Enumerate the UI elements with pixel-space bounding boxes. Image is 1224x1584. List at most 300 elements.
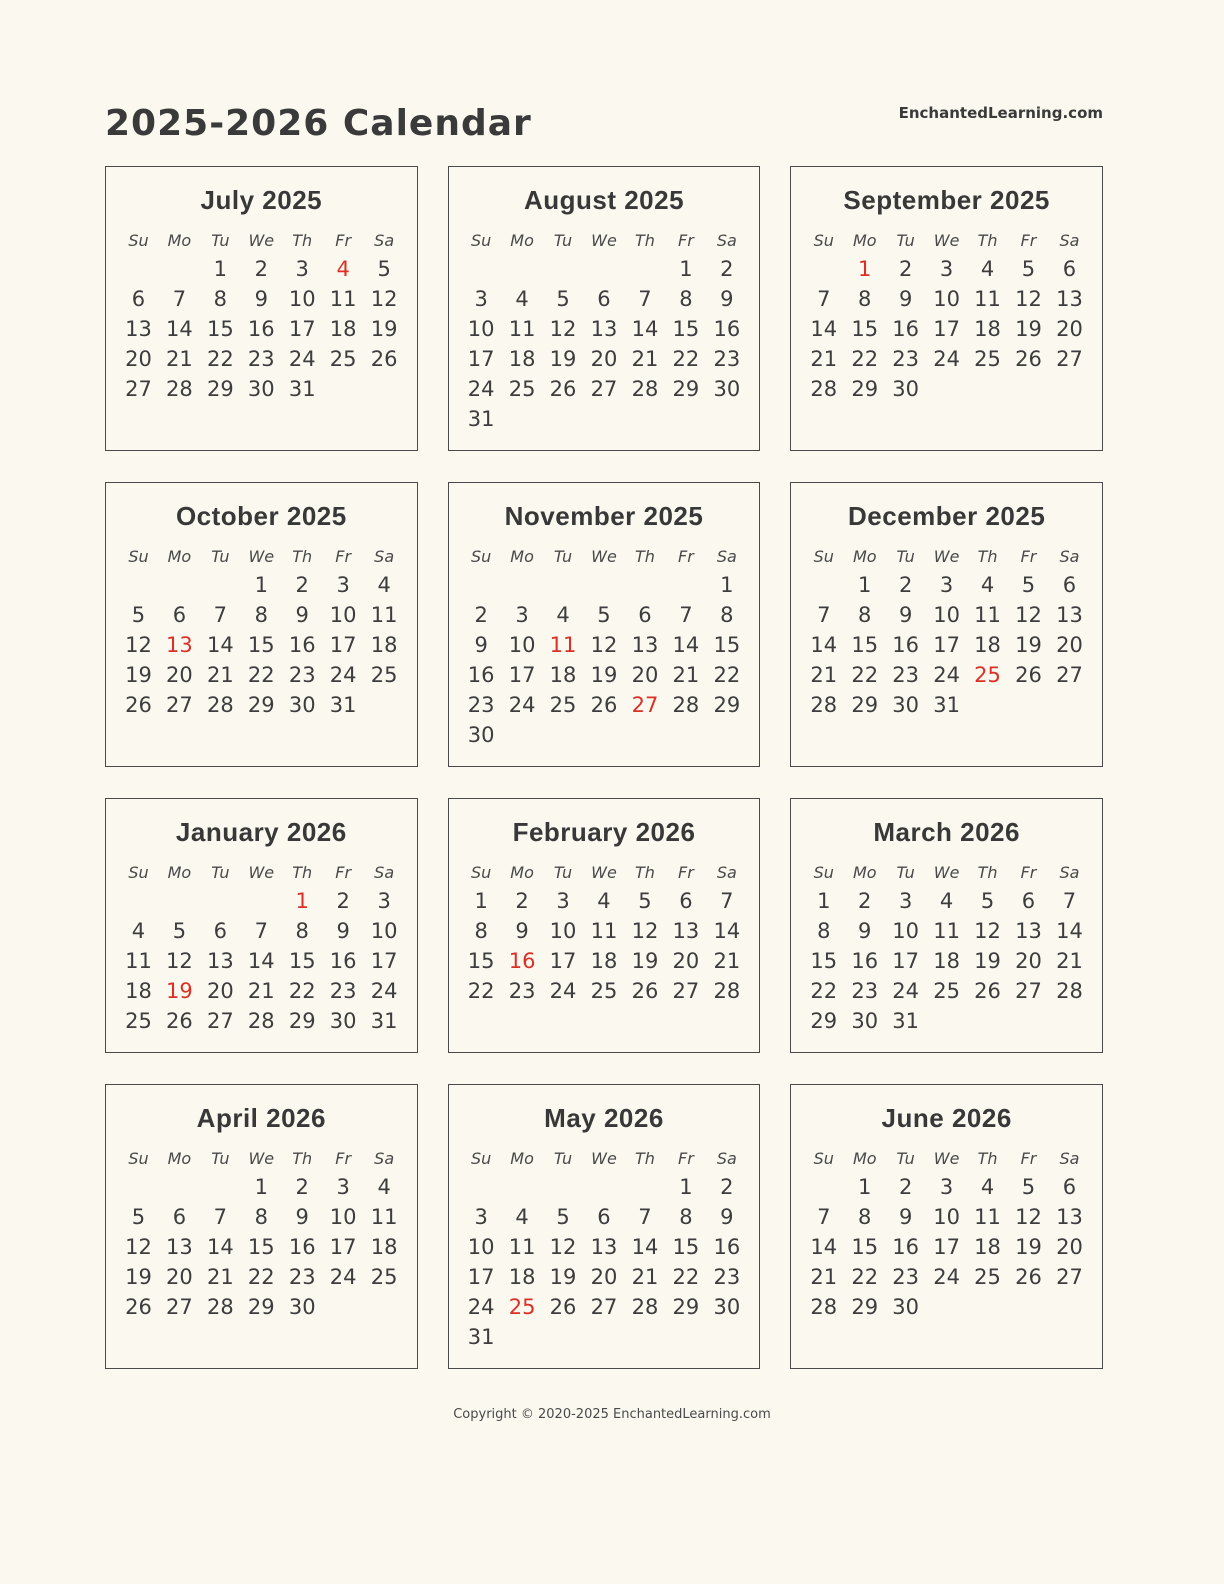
date-cell: 31 [933, 692, 960, 717]
weekday-header-row [803, 1146, 1090, 1172]
date-cell: 14 [166, 316, 193, 341]
date-cell: 4 [377, 572, 391, 597]
date-cell: 6 [172, 602, 187, 627]
month-january-2026 [105, 798, 418, 1053]
weekday-header: Fr [1020, 863, 1037, 883]
weekday-header: We [248, 547, 275, 567]
date-cell: 11 [508, 1234, 536, 1259]
empty-cell [502, 570, 543, 600]
weekday-header: Sa [1059, 1149, 1080, 1169]
weekday-header: We [248, 1149, 275, 1169]
date-cell: 18 [370, 1234, 398, 1259]
date-cell: 16 [247, 316, 275, 341]
date-cell: 16 [467, 662, 495, 687]
date-cell: 10 [329, 602, 357, 627]
month-title: March 2026 [873, 816, 1020, 847]
date-cell: 15 [288, 948, 316, 973]
date-cell: 12 [1015, 286, 1042, 311]
week-row [803, 314, 1090, 344]
week-row [803, 600, 1090, 630]
date-cell: 8 [720, 602, 734, 627]
date-cell: 15 [672, 1234, 700, 1259]
date-cell: 4 [980, 572, 995, 597]
date-cell: 3 [377, 888, 391, 913]
date-cell: 9 [336, 918, 350, 943]
weekday-header: Mo [852, 231, 877, 251]
date-cell: 12 [1015, 1204, 1042, 1229]
date-cell: 16 [892, 1234, 920, 1259]
date-cell: 6 [638, 602, 652, 627]
date-cell: 10 [892, 918, 920, 943]
empty-cell [624, 254, 665, 284]
date-cell: 24 [329, 662, 357, 687]
week-row [461, 916, 748, 946]
date-cell: 20 [672, 948, 700, 973]
date-cell: 9 [295, 1204, 309, 1229]
date-cell: 4 [597, 888, 611, 913]
weekday-header: Fr [678, 863, 694, 883]
week-row [118, 374, 405, 404]
month-grid [118, 228, 405, 404]
weekday-header: Th [977, 547, 998, 567]
date-cell: 31 [892, 1008, 920, 1033]
date-cell: 18 [370, 632, 398, 657]
date-cell: 29 [288, 1008, 316, 1033]
date-cell: 11 [549, 632, 577, 657]
empty-cell [118, 570, 159, 600]
month-december-2025 [790, 482, 1103, 767]
weekday-header: We [933, 547, 960, 567]
date-cell: 3 [336, 572, 350, 597]
weekday-header-row [803, 228, 1090, 254]
weekday-header: We [248, 863, 275, 883]
weekday-header: Mo [852, 547, 877, 567]
empty-cell [1049, 1006, 1090, 1036]
week-row [461, 1202, 748, 1232]
date-cell: 9 [295, 602, 309, 627]
date-cell: 25 [974, 346, 1001, 371]
date-cell: 22 [467, 978, 495, 1003]
date-cell: 28 [810, 1294, 838, 1319]
weekday-header: Th [977, 231, 998, 251]
date-cell: 24 [288, 346, 316, 371]
weekday-header: Sa [1059, 231, 1080, 251]
date-cell: 25 [590, 978, 618, 1003]
week-row [803, 344, 1090, 374]
date-cell: 8 [254, 602, 268, 627]
date-cell: 23 [892, 346, 920, 371]
date-cell: 25 [508, 376, 536, 401]
date-cell: 22 [206, 346, 234, 371]
date-cell: 8 [817, 918, 831, 943]
date-cell: 13 [590, 316, 618, 341]
date-cell: 2 [515, 888, 529, 913]
date-cell: 27 [1056, 1264, 1083, 1289]
date-cell: 26 [1015, 662, 1042, 687]
date-cell: 19 [125, 662, 152, 687]
date-cell: 19 [590, 662, 618, 687]
date-cell: 26 [631, 978, 659, 1003]
date-cell: 9 [858, 918, 872, 943]
date-cell: 26 [590, 692, 618, 717]
empty-cell [159, 254, 200, 284]
date-cell: 20 [590, 1264, 618, 1289]
date-cell: 19 [1015, 632, 1042, 657]
date-cell: 12 [590, 632, 618, 657]
date-cell: 12 [974, 918, 1001, 943]
copyright-footer: Copyright © 2020-2025 EnchantedLearning.com [453, 1406, 771, 1422]
week-row [461, 344, 748, 374]
date-cell: 23 [329, 978, 357, 1003]
date-cell: 28 [206, 1294, 234, 1319]
empty-cell [926, 1006, 967, 1036]
date-cell: 28 [810, 692, 838, 717]
weekday-header: Mo [510, 231, 534, 251]
date-cell: 3 [898, 888, 913, 913]
date-cell: 17 [933, 632, 960, 657]
empty-cell [706, 1322, 747, 1352]
date-cell: 23 [288, 1264, 316, 1289]
week-row [118, 916, 405, 946]
empty-cell [584, 1322, 625, 1352]
date-cell: 14 [672, 632, 700, 657]
date-cell: 5 [131, 602, 146, 627]
date-cell: 29 [247, 692, 275, 717]
date-cell: 19 [166, 978, 193, 1003]
date-cell: 12 [125, 1234, 152, 1259]
weekday-header-row [803, 544, 1090, 570]
weekday-header: Tu [553, 547, 573, 567]
date-cell: 5 [556, 1204, 570, 1229]
month-title: November 2025 [504, 500, 704, 531]
date-cell: 25 [508, 1294, 536, 1319]
date-cell: 24 [933, 1264, 960, 1289]
empty-cell [803, 1172, 844, 1202]
date-cell: 9 [720, 1204, 734, 1229]
date-cell: 13 [672, 918, 700, 943]
date-cell: 1 [474, 888, 488, 913]
weekday-header: Sa [374, 547, 395, 567]
month-grid [461, 544, 748, 750]
weekday-header: Th [634, 1149, 655, 1169]
date-cell: 7 [638, 286, 652, 311]
date-cell: 13 [1056, 602, 1083, 627]
date-cell: 21 [810, 662, 838, 687]
date-cell: 18 [508, 346, 536, 371]
date-cell: 27 [672, 978, 700, 1003]
date-cell: 18 [974, 1234, 1001, 1259]
week-row [118, 284, 405, 314]
date-cell: 22 [810, 978, 838, 1003]
date-cell: 18 [329, 316, 357, 341]
date-cell: 26 [549, 376, 577, 401]
date-cell: 24 [549, 978, 577, 1003]
month-grid [803, 228, 1090, 404]
date-cell: 10 [549, 918, 577, 943]
empty-cell [200, 570, 241, 600]
date-cell: 31 [467, 406, 495, 431]
date-cell: 14 [631, 316, 659, 341]
empty-cell [159, 886, 200, 916]
week-row [803, 916, 1090, 946]
empty-cell [584, 254, 625, 284]
date-cell: 22 [247, 662, 275, 687]
empty-cell [502, 1172, 543, 1202]
weekday-header: Fr [678, 547, 694, 567]
date-cell: 10 [933, 1204, 960, 1229]
date-cell: 28 [672, 692, 700, 717]
date-cell: 5 [131, 1204, 146, 1229]
weekday-header: Sa [374, 1149, 395, 1169]
empty-cell [323, 374, 364, 404]
date-cell: 29 [206, 376, 234, 401]
empty-cell [665, 720, 706, 750]
week-row [118, 1292, 405, 1322]
date-cell: 28 [631, 1294, 659, 1319]
date-cell: 4 [515, 286, 529, 311]
empty-cell [624, 404, 665, 434]
date-cell: 11 [508, 316, 536, 341]
month-title: May 2026 [544, 1102, 664, 1133]
week-row [461, 976, 748, 1006]
week-row [803, 1172, 1090, 1202]
date-cell: 28 [713, 978, 741, 1003]
week-row [118, 630, 405, 660]
weekday-header: Th [977, 1149, 998, 1169]
date-cell: 26 [166, 1008, 193, 1033]
weekday-header: Tu [896, 1149, 915, 1169]
weekday-header-row [118, 544, 405, 570]
weekday-header: Sa [716, 1149, 737, 1169]
week-row [118, 600, 405, 630]
weekday-header: Su [813, 547, 834, 567]
weekday-header: Sa [1059, 547, 1080, 567]
empty-cell [502, 1322, 543, 1352]
date-cell: 10 [467, 316, 495, 341]
date-cell: 23 [288, 662, 316, 687]
date-cell: 21 [713, 948, 741, 973]
date-cell: 9 [898, 286, 913, 311]
weekday-header: Sa [716, 231, 737, 251]
date-cell: 3 [556, 888, 570, 913]
week-row [118, 1232, 405, 1262]
weekday-header: Sa [1059, 863, 1080, 883]
date-cell: 7 [638, 1204, 652, 1229]
date-cell: 26 [125, 1294, 152, 1319]
date-cell: 12 [549, 316, 577, 341]
weekday-header: Su [128, 1149, 149, 1169]
date-cell: 2 [474, 602, 488, 627]
weekday-header: Th [292, 863, 313, 883]
empty-cell [461, 254, 502, 284]
empty-cell [502, 720, 543, 750]
date-cell: 13 [631, 632, 659, 657]
date-cell: 13 [590, 1234, 618, 1259]
month-title: January 2026 [175, 816, 347, 847]
week-row [803, 886, 1090, 916]
date-cell: 22 [851, 662, 879, 687]
date-cell: 2 [295, 1174, 309, 1199]
empty-cell [364, 374, 405, 404]
date-cell: 1 [213, 256, 228, 281]
weekday-header: Fr [1020, 1149, 1037, 1169]
week-row [803, 570, 1090, 600]
month-title: July 2025 [200, 184, 323, 215]
date-cell: 25 [974, 1264, 1001, 1289]
weekday-header: Tu [211, 231, 230, 251]
week-row [118, 976, 405, 1006]
date-cell: 3 [939, 256, 954, 281]
calendar-grid [105, 166, 1103, 1369]
date-cell: 25 [370, 1264, 398, 1289]
week-row [461, 570, 748, 600]
date-cell: 2 [898, 572, 913, 597]
weekday-header: We [933, 231, 960, 251]
date-cell: 5 [597, 602, 611, 627]
week-row [461, 946, 748, 976]
date-cell: 21 [810, 1264, 838, 1289]
date-cell: 10 [329, 1204, 357, 1229]
date-cell: 8 [679, 1204, 693, 1229]
date-cell: 28 [206, 692, 234, 717]
month-may-2026 [448, 1084, 761, 1369]
weekday-header: Su [128, 231, 149, 251]
date-cell: 18 [549, 662, 577, 687]
date-cell: 25 [370, 662, 398, 687]
weekday-header: Fr [1020, 547, 1037, 567]
date-cell: 26 [1015, 346, 1042, 371]
month-grid [461, 860, 748, 1006]
date-cell: 24 [467, 376, 495, 401]
date-cell: 4 [980, 256, 995, 281]
weekday-header: We [591, 231, 617, 251]
date-cell: 30 [329, 1008, 357, 1033]
weekday-header: Mo [510, 863, 534, 883]
date-cell: 17 [288, 316, 316, 341]
month-grid [118, 860, 405, 1036]
date-cell: 30 [713, 1294, 741, 1319]
weekday-header: Tu [211, 863, 230, 883]
date-cell: 16 [288, 632, 316, 657]
weekday-header-row [461, 228, 748, 254]
weekday-header: Th [292, 231, 313, 251]
week-row [461, 1232, 748, 1262]
empty-cell [543, 254, 584, 284]
month-july-2025 [105, 166, 418, 451]
weekday-header: Mo [167, 863, 192, 883]
empty-cell [323, 1292, 364, 1322]
date-cell: 25 [125, 1008, 152, 1033]
empty-cell [461, 570, 502, 600]
date-cell: 2 [898, 1174, 913, 1199]
date-cell: 13 [1015, 918, 1042, 943]
weekday-header: We [933, 863, 960, 883]
empty-cell [118, 254, 159, 284]
date-cell: 14 [206, 1234, 234, 1259]
date-cell: 13 [1056, 1204, 1083, 1229]
week-row [461, 660, 748, 690]
weekday-header: Tu [553, 231, 573, 251]
week-row [118, 946, 405, 976]
date-cell: 27 [631, 692, 659, 717]
date-cell: 13 [1056, 286, 1083, 311]
date-cell: 26 [974, 978, 1001, 1003]
date-cell: 9 [515, 918, 529, 943]
weekday-header: Tu [896, 231, 915, 251]
date-cell: 12 [125, 632, 152, 657]
week-row [803, 1202, 1090, 1232]
date-cell: 8 [254, 1204, 268, 1229]
date-cell: 27 [166, 692, 193, 717]
month-june-2026 [790, 1084, 1103, 1369]
date-cell: 8 [858, 286, 872, 311]
date-cell: 13 [166, 1234, 193, 1259]
weekday-header: Su [470, 547, 492, 567]
weekday-header: Fr [678, 1149, 694, 1169]
date-cell: 19 [549, 346, 577, 371]
empty-cell [1049, 374, 1090, 404]
date-cell: 4 [336, 256, 350, 281]
date-cell: 28 [810, 376, 838, 401]
empty-cell [926, 1292, 967, 1322]
empty-cell [706, 720, 747, 750]
date-cell: 17 [933, 1234, 960, 1259]
date-cell: 14 [713, 918, 741, 943]
weekday-header: Th [292, 547, 313, 567]
weekday-header: Mo [167, 1149, 192, 1169]
empty-cell [967, 1292, 1008, 1322]
date-cell: 4 [980, 1174, 995, 1199]
week-row [461, 630, 748, 660]
empty-cell [665, 404, 706, 434]
empty-cell [967, 1006, 1008, 1036]
date-cell: 22 [288, 978, 316, 1003]
date-cell: 29 [672, 1294, 700, 1319]
month-title: April 2026 [196, 1102, 326, 1133]
week-row [118, 1006, 405, 1036]
weekday-header-row [118, 860, 405, 886]
weekday-header: Tu [553, 863, 573, 883]
date-cell: 22 [851, 346, 879, 371]
empty-cell [1008, 374, 1049, 404]
weekday-header: Su [470, 231, 492, 251]
date-cell: 2 [858, 888, 872, 913]
weekday-header-row [803, 860, 1090, 886]
empty-cell [624, 720, 665, 750]
date-cell: 1 [254, 572, 268, 597]
date-cell: 29 [672, 376, 700, 401]
date-cell: 8 [858, 1204, 872, 1229]
week-row [461, 1172, 748, 1202]
date-cell: 3 [939, 572, 954, 597]
weekday-header: Sa [374, 863, 395, 883]
empty-cell [1049, 690, 1090, 720]
week-row [803, 374, 1090, 404]
week-row [803, 1292, 1090, 1322]
date-cell: 16 [329, 948, 357, 973]
weekday-header: Tu [896, 863, 915, 883]
week-row [461, 404, 748, 434]
empty-cell [118, 886, 159, 916]
empty-cell [1049, 1292, 1090, 1322]
empty-cell [584, 1172, 625, 1202]
date-cell: 21 [1056, 948, 1083, 973]
empty-cell [159, 570, 200, 600]
date-cell: 1 [720, 572, 734, 597]
date-cell: 23 [892, 1264, 920, 1289]
empty-cell [665, 570, 706, 600]
date-cell: 24 [933, 662, 960, 687]
